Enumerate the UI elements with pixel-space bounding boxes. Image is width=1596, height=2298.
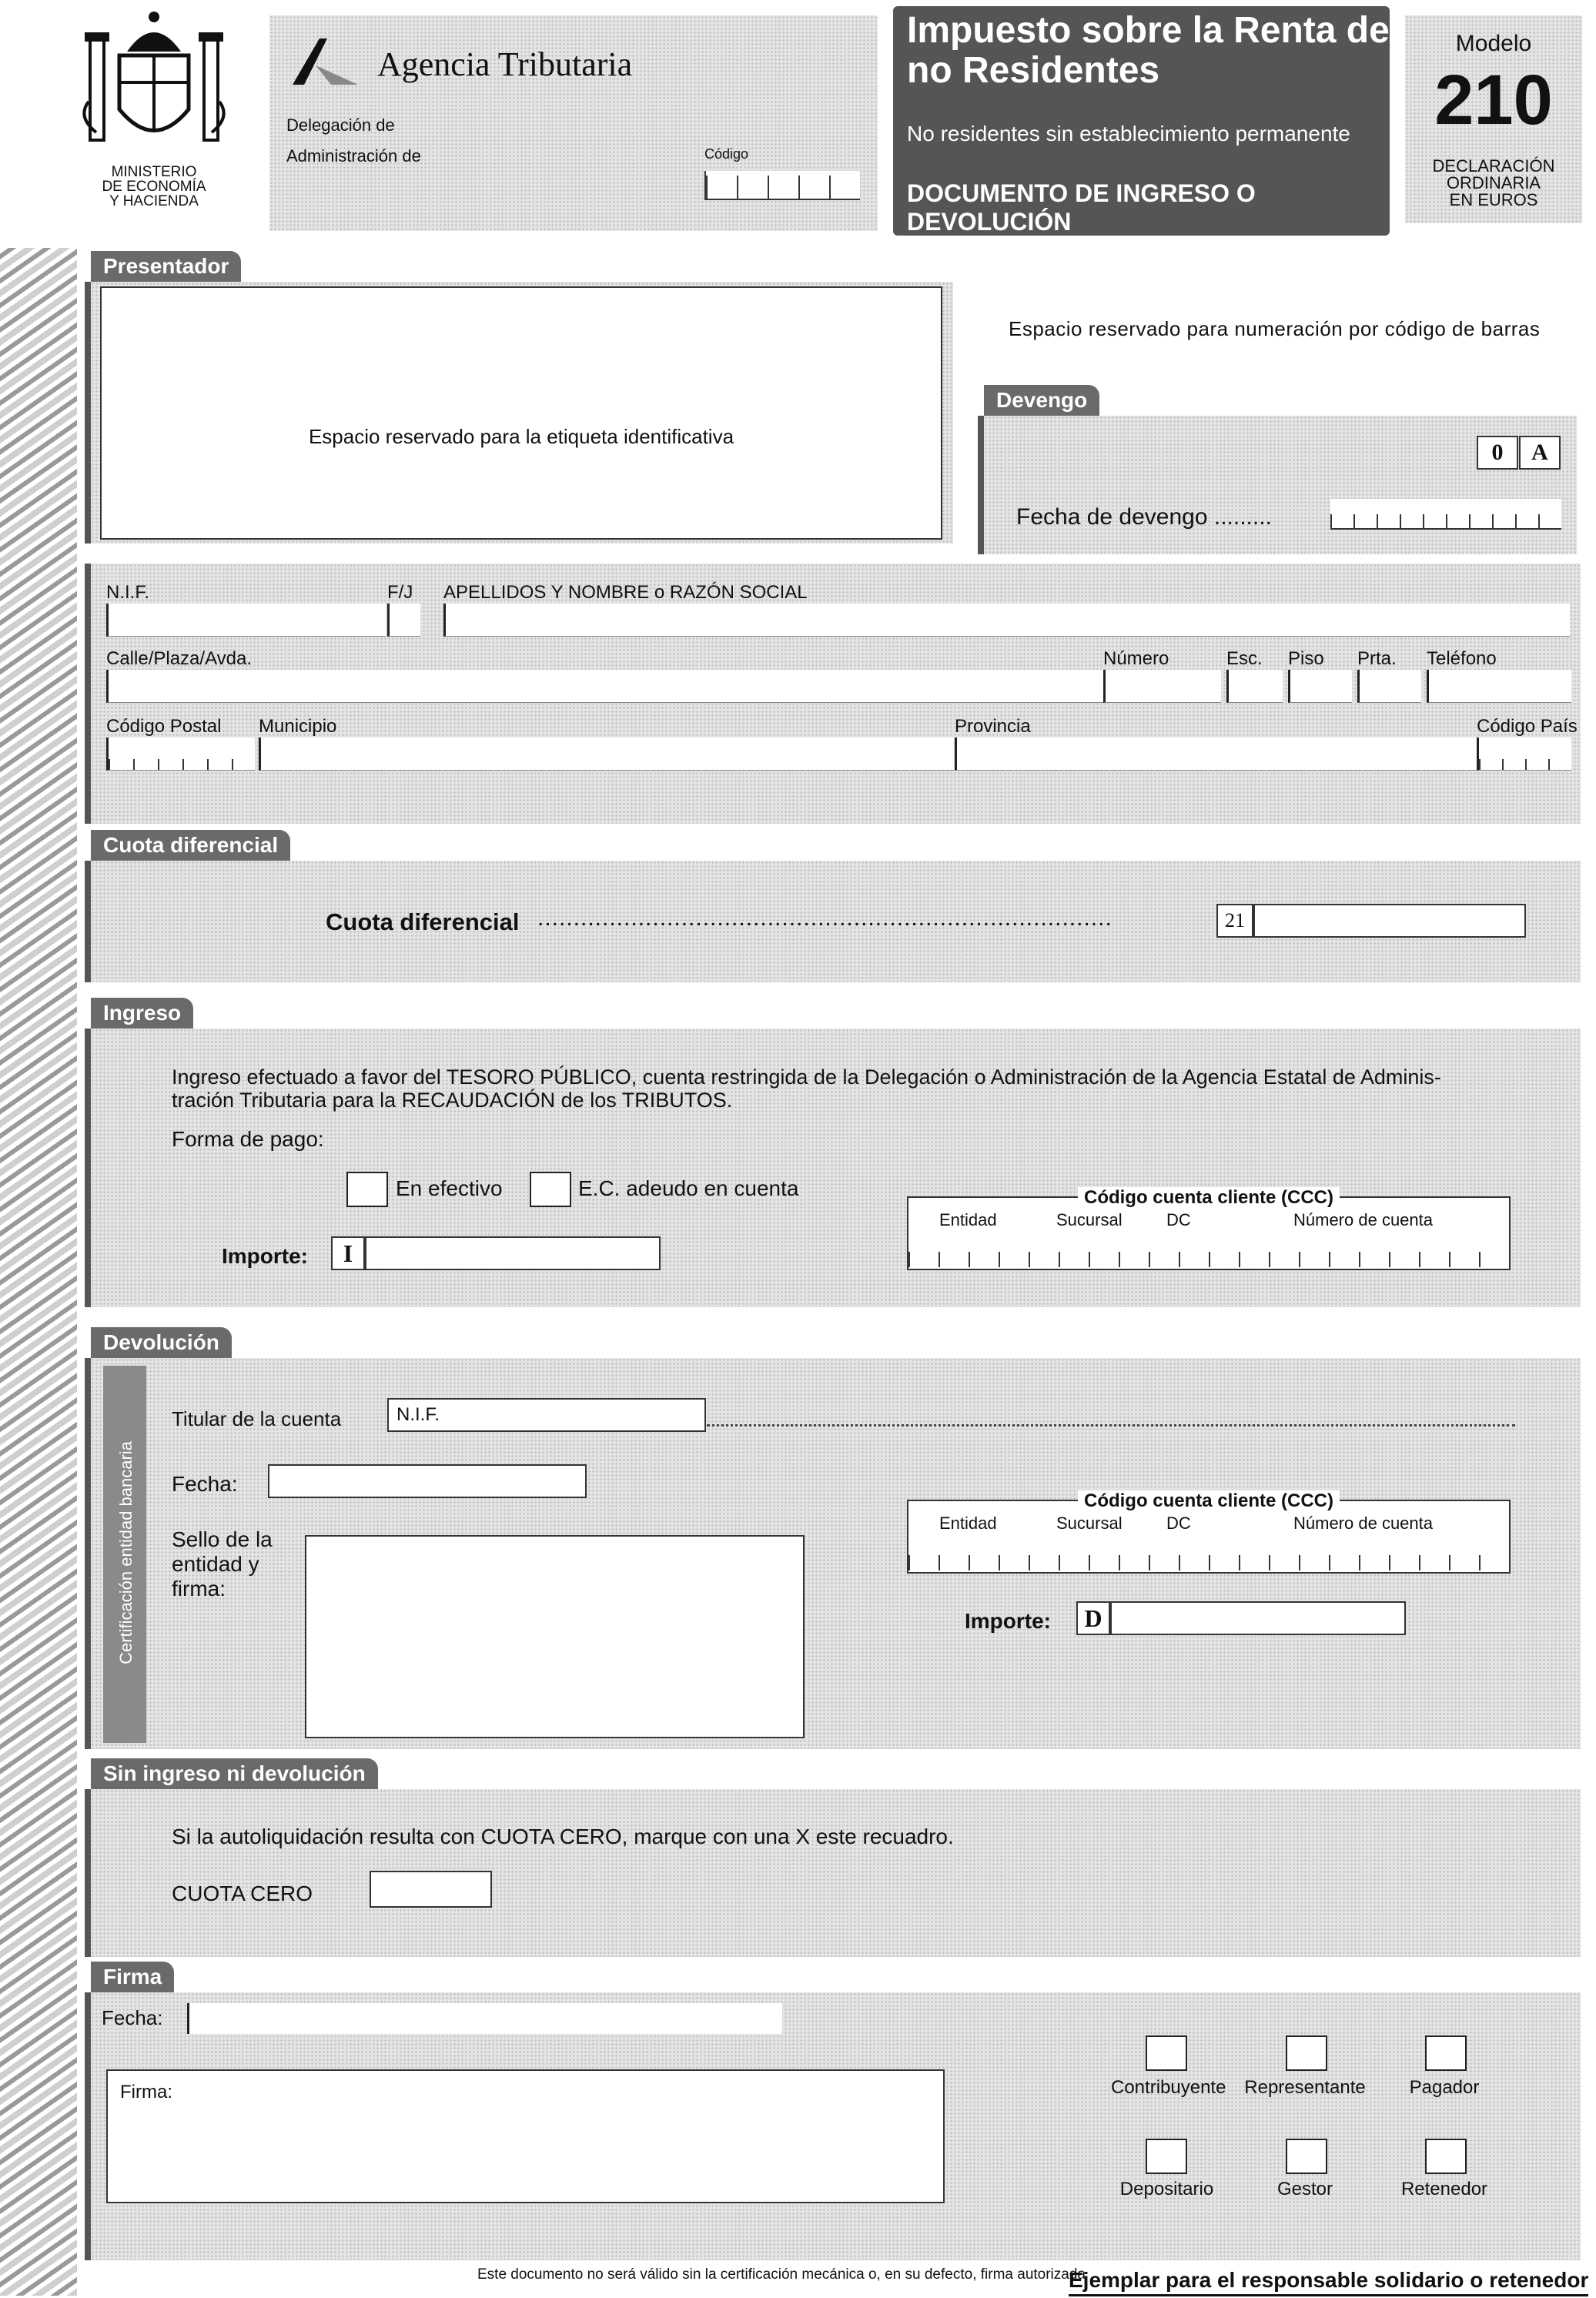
fecha-devengo-label: Fecha de devengo ......... [1016,504,1272,530]
role-contribuyente-label: Contribuyente [1111,2077,1226,2098]
nif-label: N.I.F. [106,582,150,603]
ccc-title: Código cuenta cliente (CCC) [1078,1187,1340,1208]
barcode-space-text: Espacio reservado para numeración por código de barras [1009,317,1541,340]
subtitle: No residentes sin establecimiento permanente [907,122,1350,146]
section-tab-devolucion: Devolución [91,1327,232,1358]
section-tab-sin-ingreso: Sin ingreso ni devolución [91,1758,378,1789]
ccc-dc-label: DC [1166,1210,1191,1229]
coat-of-arms [73,9,235,163]
modelo-block [1405,15,1582,223]
nif-field[interactable] [106,604,386,637]
ministry-line: Y HACIENDA [109,193,199,209]
footer-copy-label: Ejemplar para el responsable solidario o retenedor [1069,2268,1588,2296]
title-block [893,6,1390,236]
devengo-code-2: A [1519,436,1561,470]
cuota-amount-field[interactable] [1253,904,1526,938]
sello-line: firma: [172,1577,226,1601]
firma-field[interactable] [106,2069,945,2203]
adeudo-label: E.C. adeudo en cuenta [578,1176,799,1200]
cuota-box-number: 21 [1216,904,1253,938]
document-type: DOCUMENTO DE INGRESO O DEVOLUCIÓN [907,179,1256,236]
label-area-text: Espacio reservado para la etiqueta identificativa [308,425,734,448]
representante-checkbox[interactable] [1286,2035,1327,2071]
numero-field[interactable] [1103,670,1221,703]
ccc-ingreso-field[interactable] [908,1238,1509,1267]
ccc-dc-label: DC [1166,1514,1191,1533]
prta-label: Prta. [1357,648,1397,669]
firma-label: Firma: [120,2082,172,2102]
devengo-code-1: 0 [1477,436,1518,470]
ccc-entidad-label: Entidad [939,1514,997,1533]
role-depositario-label: Depositario [1119,2179,1214,2199]
sello-field[interactable] [305,1535,805,1738]
municipio-field[interactable] [259,738,954,771]
telefono-label: Teléfono [1427,648,1497,669]
numero-label: Número [1103,648,1169,669]
piso-field[interactable] [1288,670,1352,703]
ccc-devolucion-field[interactable] [908,1541,1509,1570]
modelo-number: 210 [1434,61,1553,139]
section-tab-presentador: Presentador [91,251,241,282]
decorative-side-stripe [0,248,77,2296]
provincia-label: Provincia [955,716,1031,737]
devolucion-fecha-field[interactable] [268,1464,587,1498]
depositario-checkbox[interactable] [1146,2139,1187,2174]
calle-field[interactable] [106,670,1109,703]
ministry-line: DE ECONOMÍA [102,179,206,195]
ccc-ingreso-box [907,1187,1511,1270]
cuota-dots: ................................................................................ [537,905,1113,931]
nombre-label: APELLIDOS Y NOMBRE o RAZÓN SOCIAL [443,582,808,603]
adeudo-checkbox[interactable] [530,1172,571,1207]
titular-nif-field[interactable] [387,1398,706,1432]
codigo-label: Código [704,146,749,162]
ccc-numero-label: Número de cuenta [1293,1514,1433,1533]
declaracion-line: DECLARACIÓN [1432,156,1555,176]
section-tab-firma: Firma [91,1962,174,1992]
agency-name: Agencia Tributaria [377,45,633,83]
efectivo-checkbox[interactable] [346,1172,388,1207]
declaracion-line: EN EUROS [1449,190,1538,209]
fj-field[interactable] [387,604,420,637]
prta-field[interactable] [1357,670,1421,703]
cuota-label: Cuota diferencial [326,908,520,935]
firma-fecha-label: Fecha: [102,2006,163,2029]
role-gestor-label: Gestor [1276,2179,1333,2199]
identification-panel [85,564,1581,824]
importe-code-d: D [1076,1601,1110,1635]
ccc-numero-label: Número de cuenta [1293,1210,1433,1229]
titular-nif-label: N.I.F. [396,1404,440,1425]
title-line-1: Impuesto sobre la Renta de [907,10,1390,51]
ingreso-text-line-2: tración Tributaria para la RECAUDACIÓN de los TRIBUTOS. [172,1089,733,1112]
contribuyente-checkbox[interactable] [1146,2035,1187,2071]
titular-label: Titular de la cuenta [172,1407,342,1430]
cuota-cero-checkbox[interactable] [370,1871,492,1908]
ingreso-text-line-1: Ingreso efectuado a favor del TESORO PÚBLICO, cuenta restringida de la Delegación o Administración de la Agencia Estatal de Adminis- [172,1065,1441,1089]
retenedor-checkbox[interactable] [1425,2139,1467,2174]
administracion-label: Administración de [286,146,421,166]
esc-label: Esc. [1226,648,1263,669]
devengo-panel [978,416,1577,554]
sin-ingreso-panel [85,1789,1581,1957]
fecha-devengo-field[interactable] [1330,499,1561,530]
sello-line: Sello de la [172,1527,273,1551]
section-tab-cuota: Cuota diferencial [91,830,290,861]
ccc-sucursal-label: Sucursal [1056,1210,1123,1229]
label-area [100,286,942,540]
codigo-pais-field[interactable] [1477,738,1571,771]
cuota-panel [85,861,1581,982]
role-representante-label: Representante [1244,2077,1366,2098]
footer-note: Este documento no será válido sin la certificación mecánica o, en su defecto, firma autorizada [477,2266,1086,2283]
certificacion-side-bar [103,1366,146,1743]
cuota-cero-label: CUOTA CERO [172,1882,313,1905]
modelo-label: Modelo [1455,31,1532,56]
gestor-checkbox[interactable] [1286,2139,1327,2174]
delegacion-label: Delegación de [286,115,395,135]
devolucion-fecha-label: Fecha: [172,1472,238,1496]
firma-panel [85,1992,1581,2260]
importe-devolucion-field[interactable] [1110,1601,1406,1635]
firma-fecha-field[interactable] [187,2003,782,2034]
importe-ingreso-field[interactable] [365,1236,661,1270]
ccc-devolucion-box [907,1490,1511,1574]
importe-code-i: I [331,1236,365,1270]
sin-ingreso-text: Si la autoliquidación resulta con CUOTA CERO, marque con una X este recuadro. [172,1825,954,1848]
devolucion-panel [85,1358,1581,1749]
coat-of-arms-icon [73,9,235,163]
esc-field[interactable] [1226,670,1283,703]
sello-line: entidad y [172,1552,259,1576]
municipio-label: Municipio [259,716,337,737]
forma-pago-label: Forma de pago: [172,1127,324,1151]
titular-name-line[interactable] [707,1424,1515,1427]
fj-label: F/J [387,582,413,603]
telefono-field[interactable] [1427,670,1571,703]
ccc-sucursal-label: Sucursal [1056,1514,1123,1533]
declaracion-line: ORDINARIA [1446,173,1541,192]
ccc-title: Código cuenta cliente (CCC) [1078,1490,1340,1511]
calle-label: Calle/Plaza/Avda. [106,648,252,669]
efectivo-label: En efectivo [396,1176,503,1200]
ingreso-panel [85,1029,1581,1307]
pagador-checkbox[interactable] [1425,2035,1467,2071]
ccc-entidad-label: Entidad [939,1210,997,1229]
role-pagador-label: Pagador [1409,2077,1480,2098]
agency-logo-icon [285,35,362,89]
nombre-field[interactable] [443,604,1570,637]
codigo-postal-field[interactable] [106,738,255,771]
codigo-pais-label: Código País [1477,716,1578,737]
codigo-field[interactable] [704,171,860,200]
sello-label [172,1527,273,1601]
provincia-field[interactable] [955,738,1481,771]
ministry-line: MINISTERIO [111,164,197,180]
role-retenedor-label: Retenedor [1400,2179,1488,2199]
importe-label: Importe: [222,1244,308,1268]
section-tab-devengo: Devengo [984,385,1099,416]
certificacion-side-text: Certificación entidad bancaria [116,1441,136,1664]
ministry-name [69,165,239,209]
devolucion-importe-label: Importe: [965,1609,1051,1633]
piso-label: Piso [1288,648,1324,669]
section-tab-ingreso: Ingreso [91,998,193,1029]
title-line-2: no Residentes [907,50,1160,91]
codigo-postal-label: Código Postal [106,716,222,737]
